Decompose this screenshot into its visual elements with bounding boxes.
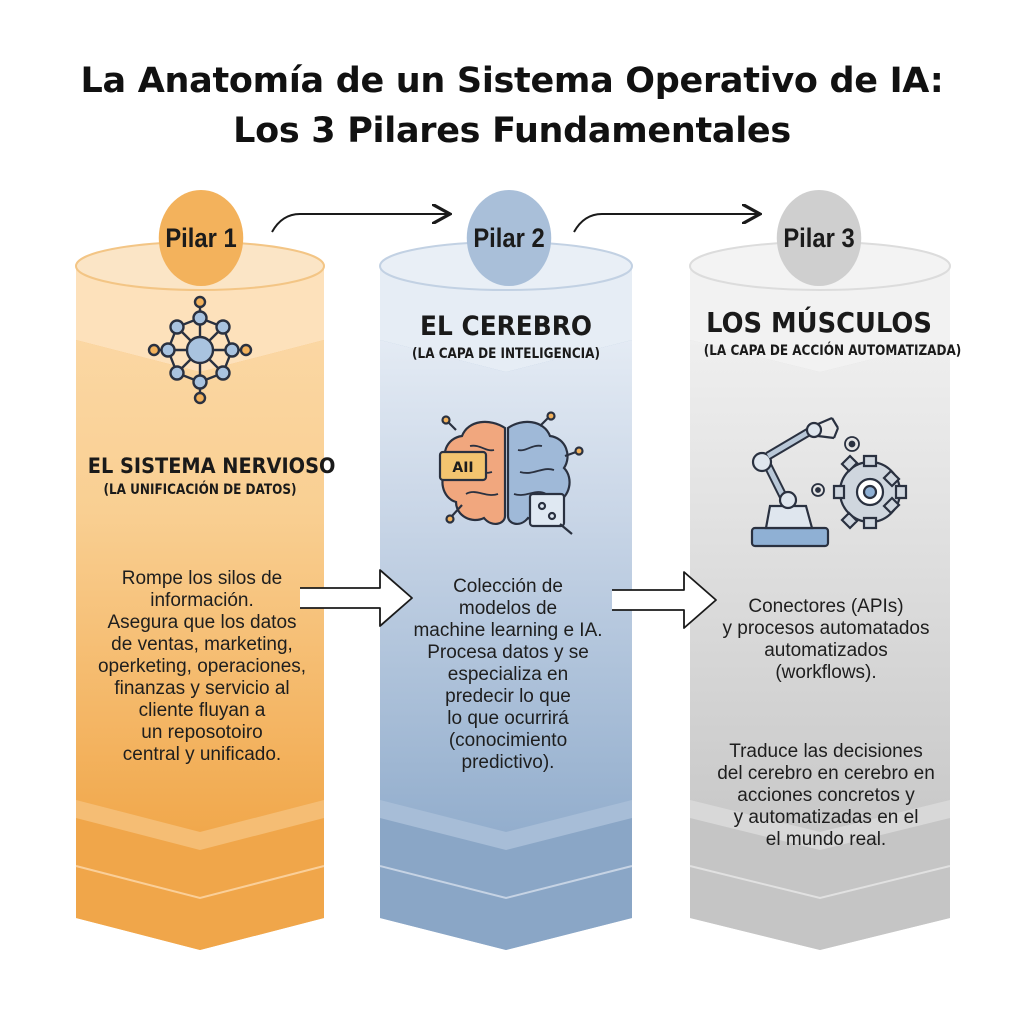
pillar-3-heading — [685, 305, 962, 361]
title-line-2: Los 3 Pilares Fundamentales — [233, 111, 791, 151]
pillar-2-subtitle: (LA CAPA DE INTELIGENCIA) — [412, 346, 600, 362]
pillar-3-subtitle: (LA CAPA DE ACCIÓN AUTOMATIZADA) — [703, 343, 962, 359]
pillar-3-badge: Pilar 3 — [777, 190, 861, 286]
pillar-1-title: EL SISTEMA NERVIOSO — [87, 454, 336, 478]
pillar-2-description: Colección de modelos de machine learning e IA. Procesa datos y se especializa en predecir lo que lo que ocurrirá (conocimiento predictivo). — [413, 576, 603, 773]
title-line-1: La Anatomía de un Sistema Operativo de IA: — [80, 61, 944, 101]
pillar-2-title: EL CEREBRO — [420, 311, 592, 342]
pillar-2-heading — [380, 310, 632, 364]
pillar-1-subtitle: (LA UNIFICACIÓN DE DATOS) — [103, 482, 297, 498]
pillar-1-description: Rompe los silos de información. Asegura que los datos de ventas, marketing, operketing, operaciones, finanzas y servicio al cliente fluyan a un reposotoiro central y unificado. — [97, 568, 307, 765]
pillar-3-title: LOS MÚSCULOS — [706, 306, 932, 339]
pillar-1-heading — [78, 452, 336, 500]
top-arrow-2-3 — [574, 214, 758, 232]
ai-icon-label: AII — [452, 460, 474, 476]
pillar-3-description-2: Traduce las decisiones del cerebro en cerebro en acciones concretos y y automatizadas en el el mundo real. — [717, 741, 935, 850]
pillar-3-description: Conectores (APIs) y procesos automatados automatizados (workflows). — [722, 596, 930, 683]
pillar-2-badge: Pilar 2 — [467, 190, 551, 286]
pillar-1-badge: Pilar 1 — [159, 190, 243, 286]
top-arrow-1-2 — [272, 214, 448, 232]
